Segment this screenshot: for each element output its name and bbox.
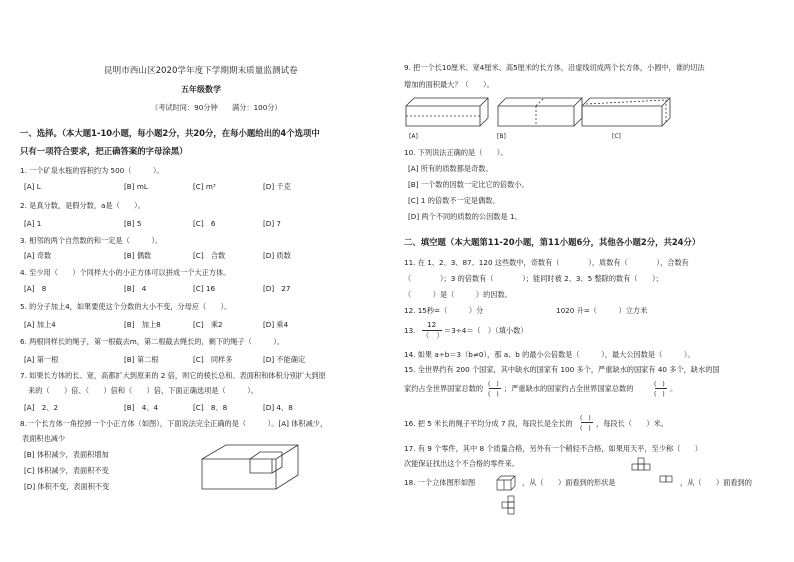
q13-rest: ＝3÷4＝（ ）（填小数） xyxy=(444,326,528,335)
q1-option-a[interactable]: [A] L xyxy=(24,182,41,191)
q7-option-b[interactable]: [B] 4、4 xyxy=(124,403,159,412)
q16-part-a: 16. 把 5 米长的绳子平均分成 7 段，每段长是全长的 xyxy=(404,419,573,428)
q6-option-a[interactable]: [A] 第一根 xyxy=(24,355,59,364)
exam-title: 昆明市西山区2020学年度下学期期末质量监测试卷 xyxy=(104,66,298,76)
q16-fraction-blank[interactable]: ( ) ( ) xyxy=(580,413,594,431)
q8-line2: 表面积也减少 xyxy=(22,434,66,443)
q7-option-d[interactable]: [D] 4、8 xyxy=(263,403,293,412)
q1-stem: 1. 一个矿泉水瓶的容积约为 500（ ）。 xyxy=(20,166,164,175)
q10-option-c[interactable]: [C] 1 的倍数不一定是偶数。 xyxy=(408,196,500,205)
q18-part-c: ，从（ ）面看到的 xyxy=(680,478,752,487)
q17-cube-figure xyxy=(628,457,668,473)
q8-option-d[interactable]: [D] 体积不变，表面积不变 xyxy=(24,482,110,491)
q15-line1: 15. 全世界约有 200 个国家，其中缺水的国家有 100 多个，严重缺水的国家有 40 多个，缺水的国 xyxy=(404,365,720,374)
q7-line1: 7. 如果长方体的长、宽，高都扩大到原来的 2 倍，则它的棱长总和、表面积和体积分别扩大到原 xyxy=(20,371,326,380)
q9-label-b[interactable]: [B] xyxy=(497,133,506,140)
q5-stem: 5. 的分子加上4，如果要使这个分数的大小不变，分母应（ ）。 xyxy=(20,302,232,311)
q7-option-a[interactable]: [A] 2、2 xyxy=(24,403,59,412)
q5-option-b[interactable]: [B] 加上8 xyxy=(124,320,161,329)
q5-option-c[interactable]: [C] 乘2 xyxy=(193,320,223,329)
q5-option-d[interactable]: [D] 乘4 xyxy=(263,320,289,329)
q8-option-c[interactable]: [C] 体积减少，表面积不变 xyxy=(24,466,109,475)
q4-option-c[interactable]: [C] 16 xyxy=(193,284,216,293)
q2-option-c[interactable]: [C] 6 xyxy=(193,219,216,228)
q3-stem: 3. 相邻的两个自然数的和一定是（ ）。 xyxy=(20,236,163,245)
q15-line2c: 。 xyxy=(670,384,678,393)
q2-option-d[interactable]: [D] 7 xyxy=(263,219,282,228)
q18-part-b: ，从（ ）面看到的形状是 xyxy=(522,478,616,487)
q3-option-a[interactable]: [A] 奇数 xyxy=(24,251,52,260)
q9-line1: 9. 把一个长10厘米、宽4厘米、高5厘米的长方体，沿虚线切成两个长方体，小圆中，谁的切法 xyxy=(404,63,705,72)
q3-option-d[interactable]: [D] 质数 xyxy=(263,251,291,260)
q16-part-b: ，每段长（ ）米。 xyxy=(596,419,668,428)
q2-stem: 2. 是真分数，是假分数，a是（ ）。 xyxy=(20,201,145,210)
q13-label: 13. xyxy=(404,326,416,335)
q8-option-b[interactable]: [B] 体积减少，表面积增加 xyxy=(24,450,109,459)
q18-view-shape-1 xyxy=(658,474,678,486)
q18-solid-figure xyxy=(495,474,521,492)
q7-line2: 来的（ ）倍、（ ）倍和（ ）倍，下面正确选项是（ ）。 xyxy=(28,386,258,395)
q11-line2: （ ）；3 的倍数有（ ）；能同时被 2、3、5 整除的数有（ ）； xyxy=(404,274,663,283)
q6-stem: 6. 两根同样长的绳子，第一根截去m，第二根截去绳长的，剩下的绳子（ ）。 xyxy=(20,337,285,346)
q6-option-d[interactable]: [D] 不能确定 xyxy=(263,355,306,364)
q4-stem: 4. 至少用（ ）个同样大小的小正方体可以拼成一个大正方体。 xyxy=(20,268,231,277)
q18-view-shape-2 xyxy=(500,494,524,516)
q12-part-b: 1020 升=（ ）立方米 xyxy=(556,306,648,315)
q2-option-b[interactable]: [B] 5 xyxy=(124,219,142,228)
q13-numerator: 12 xyxy=(427,320,437,329)
q6-option-b[interactable]: [B] 第二根 xyxy=(124,355,159,364)
q1-option-c[interactable]: [C] m³ xyxy=(193,182,216,191)
q10-option-b[interactable]: [B] 一个数的因数一定比它的倍数小。 xyxy=(408,180,529,189)
q2-option-a[interactable]: [A] 1 xyxy=(24,219,42,228)
exam-subject: 五年级数学 xyxy=(181,85,221,94)
q3-option-c[interactable]: [C] 合数 xyxy=(193,251,226,260)
q15-fraction-blank-2[interactable]: ( ) ( ) xyxy=(654,379,668,397)
q11-line3: （ ）是（ ）的因数。 xyxy=(404,290,512,299)
section1-heading-2: 只有一项符合要求，把正确答案的字母涂黑） xyxy=(20,146,188,156)
q17-line1: 17. 有 9 个零件，其中 8 个质量合格，另外有一个稍轻不合格，如果用天平，至少称（ ） xyxy=(404,444,702,453)
q15-fraction-blank-1[interactable]: ( ) ( ) xyxy=(488,379,502,397)
q15-line2a: 家约占全世界国家总数的 xyxy=(404,384,484,393)
q14-text: 14. 如果 a÷b＝3（b≠0），那 a、b 的最小公倍数是（ ），最大公因数是（ ）。 xyxy=(404,350,695,359)
section1-heading: 一、选择。（本大题1-10小题，每小题2分，共20分，在每小题给出的4个选项中 xyxy=(20,128,320,138)
q13-denominator-blank[interactable]: （ ） xyxy=(422,331,444,340)
q8-line1: 8.一个长方体一角挖掉一个小正方体（如图），下面说法完全正确的是（ ）。[A] 体积减少， xyxy=(20,419,328,428)
q1-option-d[interactable]: [D] 千克 xyxy=(263,182,291,191)
q12-part-a: 12. 15秒=（ ）分 xyxy=(404,306,484,315)
q9-line2: 增加的面积最大？（ ）。 xyxy=(404,80,494,89)
q9-cut-figures xyxy=(404,96,784,132)
q9-label-a[interactable]: [A] xyxy=(409,133,418,140)
q5-option-a[interactable]: [A] 加上4 xyxy=(24,320,56,329)
q17-line2: 次能保证找出这个不合格的零件来。 xyxy=(404,459,520,468)
q3-option-b[interactable]: [B] 偶数 xyxy=(124,251,152,260)
q15-line2b: ；严重缺水的国家约占全世界国家总数的 xyxy=(504,384,634,393)
exam-meta: （考试时间：90分钟 满分：100分） xyxy=(151,103,282,112)
notched-box-figure xyxy=(198,443,308,493)
q10-option-d[interactable]: [D] 两个不同的质数的公因数是 1。 xyxy=(408,212,522,221)
q11-line1: 11. 在 1、2、3、87、120 这些数中，奇数有（ ），质数有（ ），合数有 xyxy=(404,258,689,267)
q4-option-d[interactable]: [D] 27 xyxy=(263,284,291,293)
section2-heading: 二、填空题（本大题第11-20小题，第11小题6分，其他各小题2分，共24分） xyxy=(404,237,701,247)
q6-option-c[interactable]: [C] 同样多 xyxy=(193,355,233,364)
q7-option-c[interactable]: [C] 8、8 xyxy=(193,403,228,412)
q10-stem: 10. 下列说法正确的是（ ）。 xyxy=(404,148,508,157)
q10-option-a[interactable]: [A] 所有的质数都是奇数。 xyxy=(408,164,493,173)
q4-option-b[interactable]: [B] 4 xyxy=(124,284,147,293)
q18-part-a: 18. 一个立体图形如图 xyxy=(404,478,476,487)
q9-label-c[interactable]: [C] xyxy=(612,133,621,140)
q1-option-b[interactable]: [B] mL xyxy=(124,182,148,191)
q4-option-a[interactable]: [A] 8 xyxy=(24,284,47,293)
